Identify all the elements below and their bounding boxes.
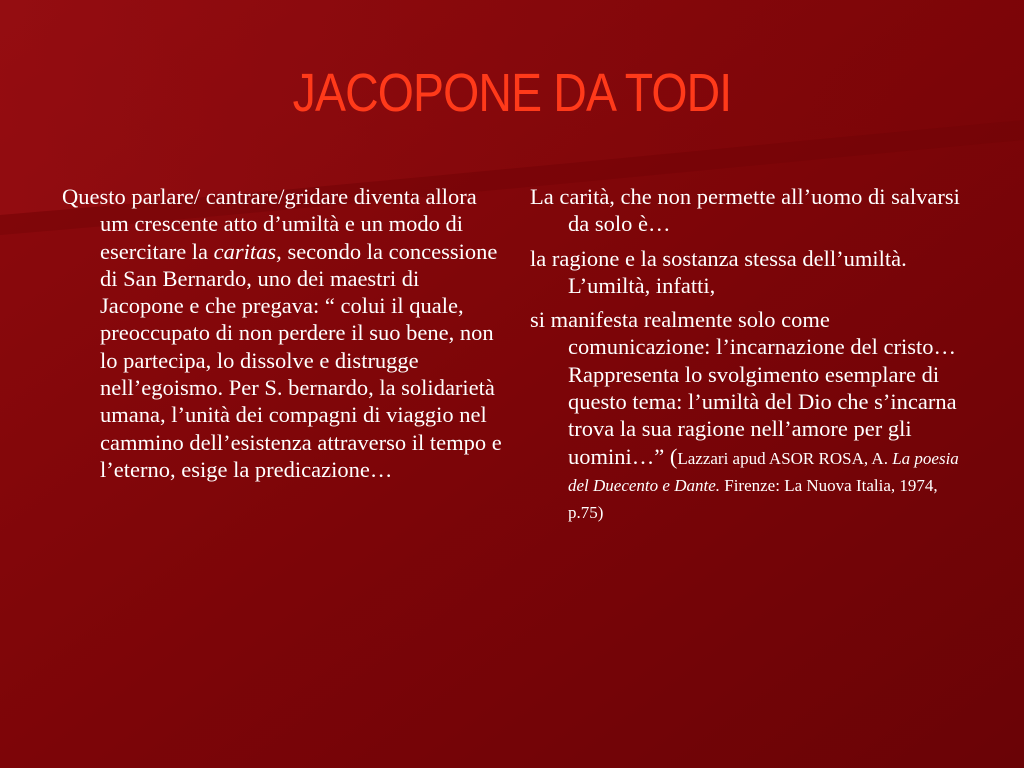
left-paragraph-italic: caritas, <box>213 238 282 264</box>
left-paragraph-text-2: secondo la concessione di San Bernardo, uno dei maestri di Jacopone e che pregava: “ colui il quale, preoccupato di non perdere il suo bene, non lo partecipa, lo dissolve e distrugge nell’egoismo. Per S. bernardo, la solidarietà umana, l’unità dei compagni di viaggio nel cammino dell’esistenza attraverso il tempo e l’eterno, esige la predicazione… <box>100 238 502 482</box>
citation-publisher: Firenze: La Nuova Italia, 1974, p.75) <box>568 475 938 523</box>
left-text-column <box>62 183 502 490</box>
left-paragraph <box>62 183 502 483</box>
right-paragraph-1: La carità, che non permette all’uomo di salvarsi da solo è… <box>530 184 960 237</box>
right-text-column <box>530 183 960 532</box>
citation-author: Lazzari apud ASOR ROSA, A. <box>677 448 893 468</box>
citation-title: La poesia del Duecento e Dante. <box>568 448 959 495</box>
right-paragraph-3 <box>530 306 960 524</box>
right-paragraph-2: la ragione e la sostanza stessa dell’umiltà. L’umiltà, infatti, <box>530 245 907 298</box>
left-paragraph-text-1: Questo parlare/ cantrare/gridare diventa allora um crescente atto d’umiltà e un modo di esercitare la <box>62 184 477 264</box>
right-paragraph-3-text: si manifesta realmente solo come comunicazione: l’incarnazione del cristo… Rappresenta lo svolgimento esemplare di questo tema: l’umiltà del Dio che s’incarna trova la sua ragione nell’amore per gli uomini…” ( <box>530 307 957 469</box>
slide-title: JACOPONE DA TODI <box>292 63 732 123</box>
